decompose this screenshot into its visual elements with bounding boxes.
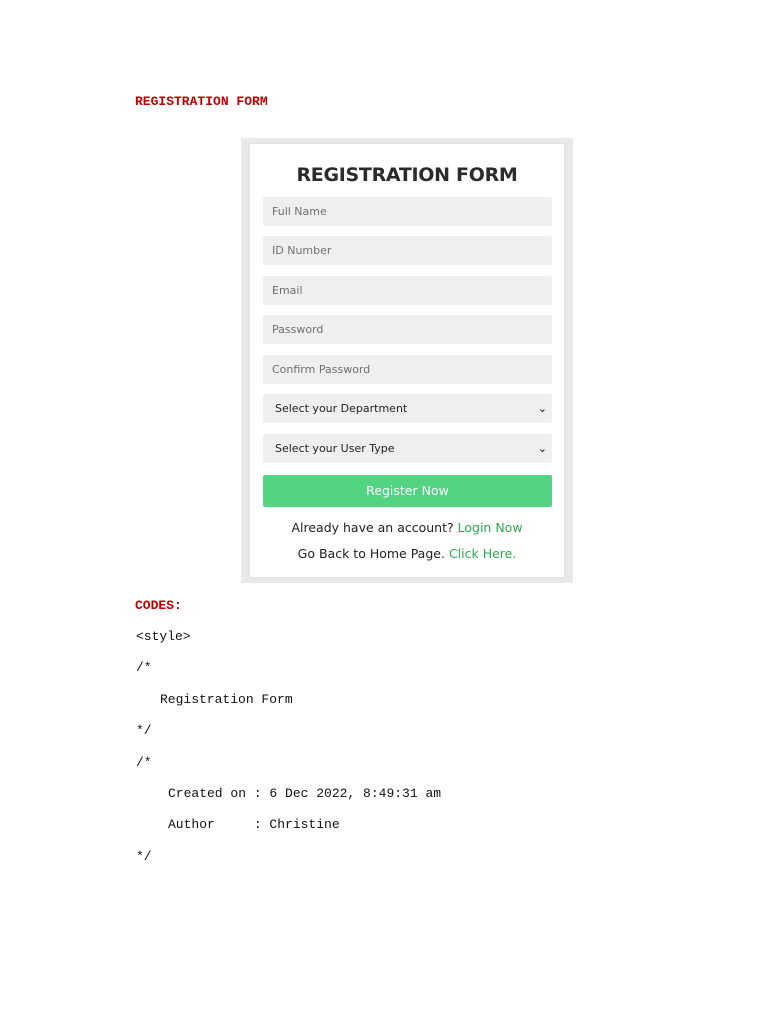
code-author-label: Author [168, 817, 215, 832]
chevron-down-icon: ⌄ [537, 442, 547, 455]
login-prompt [250, 520, 564, 535]
chevron-down-icon: ⌄ [537, 402, 547, 415]
form-screenshot-figure [241, 138, 573, 583]
document-heading: REGISTRATION FORM [135, 94, 268, 109]
code-created-value: 6 Dec 2022, 8:49:31 am [269, 786, 442, 801]
full-name-input[interactable]: Full Name [263, 197, 552, 226]
code-comment-open: /* [136, 755, 152, 770]
id-number-input[interactable]: ID Number [263, 236, 552, 265]
code-comment-text: Registration Form [160, 692, 293, 707]
codes-heading: CODES: [135, 598, 182, 613]
code-created-line: Created on : 6 Dec 2022, 8:49:31 am [168, 786, 442, 801]
email-input[interactable]: Email [263, 276, 552, 305]
click-here-link[interactable]: Click Here. [448, 546, 517, 561]
code-created-label: Created on [168, 786, 247, 801]
confirm-password-input[interactable]: Confirm Password [263, 355, 552, 384]
code-style-open: <style> [136, 629, 191, 644]
department-select[interactable] [263, 394, 552, 423]
code-comment-close: */ [136, 723, 152, 738]
code-comment-close: */ [136, 849, 152, 864]
home-prompt [250, 546, 564, 561]
home-prompt-text: Go Back to Home Page. [297, 546, 445, 561]
password-input[interactable]: Password [263, 315, 552, 344]
registration-form-card [250, 144, 564, 577]
code-author-line: Author : Christine [168, 817, 340, 832]
user-type-select-value: Select your User Type [275, 442, 395, 455]
department-select-value: Select your Department [275, 402, 408, 415]
user-type-select[interactable] [263, 434, 552, 463]
login-now-link[interactable]: Login Now [457, 520, 523, 535]
form-title: REGISTRATION FORM [296, 164, 518, 186]
login-prompt-text: Already have an account? [291, 520, 454, 535]
code-author-value: Christine [269, 817, 340, 832]
register-now-button[interactable]: Register Now [263, 475, 552, 507]
code-comment-open: /* [136, 660, 152, 675]
